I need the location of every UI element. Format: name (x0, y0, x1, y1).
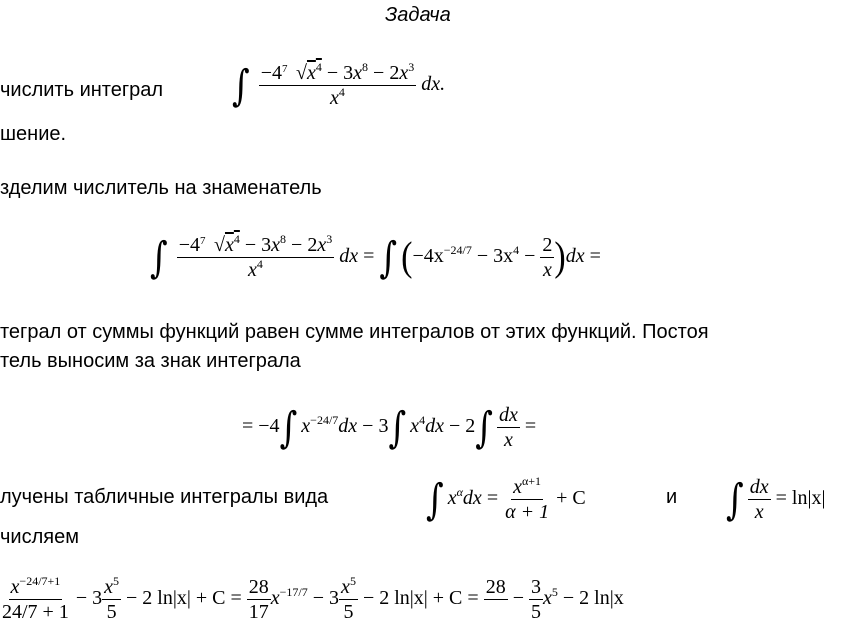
integral-sign: ∫ (232, 60, 250, 111)
compute-label: числяем (0, 526, 79, 548)
task-integral: ∫ −4 7 $√x^4 - 3x^8 - 2x^3$ $x^4$ dx. (232, 60, 446, 111)
and-label: и (666, 486, 678, 508)
divide-label: зделим числитель на знаменатель (0, 177, 322, 199)
split-integrals: = −4∫ $x^{-24/7}dx - 3\int$ $x^4dx - 2\int$ $\frac{dx}{x}$ = (242, 402, 537, 453)
log-rule-integral: ∫ $\frac{dx}{x}$ = ln|x| (726, 474, 826, 525)
solution-label: шение. (0, 123, 67, 145)
final-computation: $\frac{x^{-24/7+1}}{24/7 + 1}$ − 3 $\frac{x^5}{5}$ − 2 ln|x| + C = $\frac{28}{17}$ $x^{-17/7} - 3$ $\frac{x^5}{5}$ − 2 ln|x| + C = 28 − $\frac{3}{5}$ $x^5 - 2$ ln|x (2, 574, 624, 623)
sum-text-line1: теграл от суммы функций равен сумме интегралов от этих функций. Постоя (0, 321, 709, 343)
divided-expression: ∫ −4 7 $√x^4 - 3x^8 - 2x^3$ $x^4$ dx = ∫ ($-4x^{-24/7} - 3x^4$ − $\frac{2}{x}$ )dx = (150, 232, 601, 283)
page-title: Задача (385, 4, 451, 26)
sum-text-line2: тель выносим за знак интеграла (0, 350, 301, 372)
task-fraction: −4 7 $√x^4 - 3x^8 - 2x^3$ $x^4$ (260, 60, 415, 109)
tables-label: лучены табличные интегралы вида (0, 486, 329, 508)
power-rule-integral: ∫ $x^\alpha dx$ = $\frac{x^{\alpha+1}}{\alpha + 1}$ + C (426, 474, 586, 525)
task-label: числить интеграл (0, 79, 164, 101)
